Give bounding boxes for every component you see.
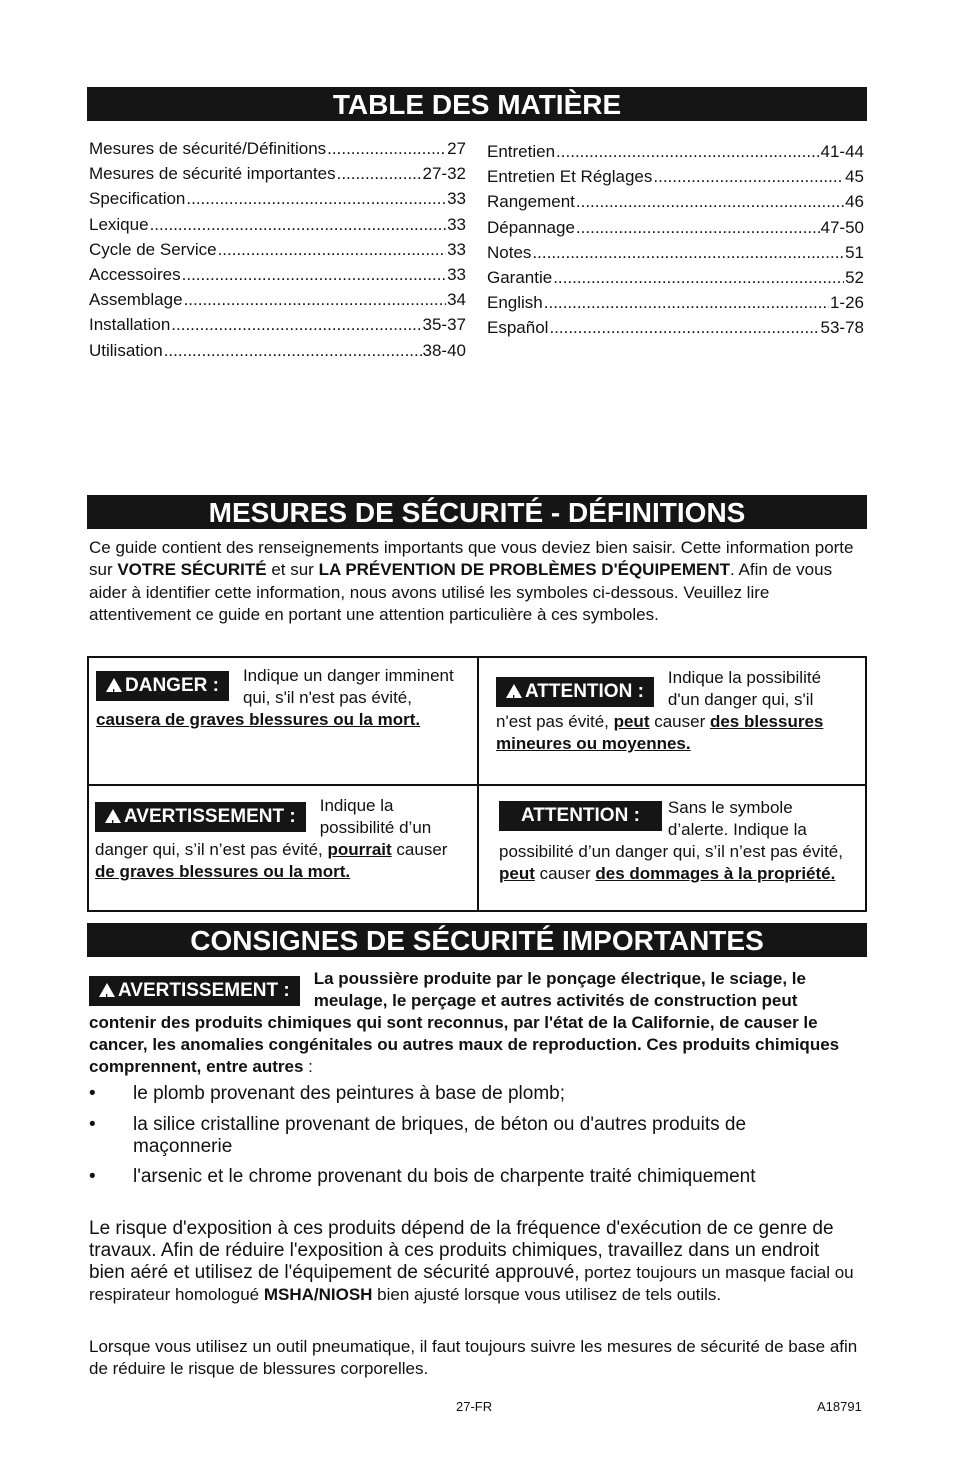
toc-leader-dots xyxy=(544,293,829,313)
toc-entry xyxy=(487,142,864,167)
toc-entry-page: 45 xyxy=(845,167,864,187)
bullet-icon: • xyxy=(89,1114,96,1135)
list-item: • l'arsenic et le chrome provenant du bois de charpente traité chimiquement xyxy=(89,1166,756,1187)
toc-entry-label: Garantie xyxy=(487,267,553,287)
toc-entry-page: 47-50 xyxy=(820,217,864,237)
avertissement-warning-label: !AVERTISSEMENT : xyxy=(89,976,300,1006)
prop65-warning: !AVERTISSEMENT : La poussière produite par le ponçage électrique, le sciage, le meulage, le perçage et autres activités de construction peut contenir des produits chimiques qui sont reconnus, par l'état de la Californie, de causer le cancer, les anomalies congénitales ou autres maux de reproduction. Ces produits chimiques comprennent, entre autres : xyxy=(89,968,864,1078)
toc-entry-page: 52 xyxy=(845,267,864,287)
consignes-title: CONSIGNES DE SÉCURITÉ IMPORTANTES xyxy=(87,923,867,957)
table-divider-horizontal xyxy=(89,784,865,786)
toc-entry-label: English xyxy=(487,293,543,313)
toc-entry-page: 35-37 xyxy=(422,315,466,335)
definitions-title: MESURES DE SÉCURITÉ - DÉFINITIONS xyxy=(87,495,867,529)
document-code: A18791 xyxy=(817,1399,862,1414)
pneumatic-paragraph: Lorsque vous utilisez un outil pneumatique, il faut toujours suivre les mesures de sécurité de base afin de réduire le risque de blessures corporelles. xyxy=(89,1337,858,1378)
alert-triangle-icon xyxy=(106,678,122,692)
toc-entry-page: 27 xyxy=(447,139,466,158)
toc-leader-dots xyxy=(553,268,844,288)
toc-entry-label: Cycle de Service xyxy=(89,239,217,259)
toc-entry xyxy=(487,293,864,318)
toc-entry-label: Lexique xyxy=(89,214,149,234)
avertissement-label: !AVERTISSEMENT : xyxy=(95,802,306,832)
toc-leader-dots xyxy=(337,164,422,184)
toc-right-column xyxy=(487,142,864,344)
toc-entry xyxy=(487,318,864,343)
toc-entry-label: Notes xyxy=(487,242,532,262)
toc-entry xyxy=(487,192,864,217)
alert-triangle-icon xyxy=(105,809,121,823)
toc-entry-label: Entretien xyxy=(487,142,556,161)
toc-left-column xyxy=(89,139,466,366)
toc-entry xyxy=(89,164,466,189)
list-item: • le plomb provenant des peintures à base de plomb; xyxy=(89,1083,565,1104)
bullet-icon: • xyxy=(89,1166,96,1187)
list-item: • la silice cristalline provenant de briques, de béton ou d'autres produits de maçonnerie xyxy=(89,1114,747,1157)
toc-leader-dots xyxy=(549,318,819,338)
toc-entry xyxy=(487,243,864,268)
toc-entry-page: 46 xyxy=(845,192,864,212)
toc-entry-page: 33 xyxy=(447,239,466,259)
toc-leader-dots xyxy=(653,167,844,187)
toc-entry xyxy=(89,189,466,214)
toc-entry xyxy=(487,167,864,192)
toc-entry-page: 33 xyxy=(447,189,466,209)
avertissement-cell: !AVERTISSEMENT : Indique la possibilité d’un danger qui, s’il n’est pas évité, pourrait causer de graves blessures ou la mort. xyxy=(95,795,460,883)
page-number: 27-FR xyxy=(456,1399,493,1414)
toc-entry xyxy=(89,315,466,340)
toc-leader-dots xyxy=(532,243,844,263)
danger-label: !DANGER : xyxy=(96,671,229,701)
danger-cell: !DANGER : Indique un danger imminent qui, s'il n'est pas évité, causera de graves blessures ou la mort. xyxy=(96,665,456,731)
toc-leader-dots xyxy=(150,215,447,235)
attention-plain-cell: ATTENTION : Sans le symbole d’alerte. Indique la possibilité d’un danger qui, s’il n’est pas évité, peut causer des dommages à la propriété. xyxy=(499,798,843,883)
attention-alert-cell: !ATTENTION : Indique la possibilité d'un danger qui, s'il n'est pas évité, peut causer des blessures mineures ou moyennes. xyxy=(496,667,848,755)
toc-leader-dots xyxy=(327,139,446,159)
toc-leader-dots xyxy=(576,218,820,238)
toc-entry-label: Mesures de sécurité/Définitions xyxy=(89,139,327,158)
toc-entry-label: Installation xyxy=(89,315,171,335)
toc-leader-dots xyxy=(218,240,447,260)
attention-plain-label: ATTENTION : xyxy=(499,801,662,831)
toc-leader-dots xyxy=(171,315,421,335)
toc-entry xyxy=(487,218,864,243)
toc-entry xyxy=(89,265,466,290)
toc-entry-page: 53-78 xyxy=(820,318,864,338)
toc-entry-page: 33 xyxy=(447,214,466,234)
toc-entry xyxy=(89,215,466,240)
toc-entry-label: Accessoires xyxy=(89,264,181,284)
toc-leader-dots xyxy=(182,265,446,285)
toc-entry xyxy=(487,268,864,293)
exposure-risk-paragraph: Le risque d'exposition à ces produits dépend de la fréquence d'exécution de ce genre de travaux. Afin de réduire l'exposition à ces produits chimiques, travaillez dans un endroit bien aéré et utilisez de l'équipement de sécurité approuvé, portez toujours un masque facial ou respirateur homologué MSHA/NIOSH bien ajusté lorsque vous utilisez de tels outils. xyxy=(89,1218,854,1304)
toc-entry-label: Utilisation xyxy=(89,340,163,360)
toc-entry xyxy=(89,240,466,265)
toc-leader-dots xyxy=(576,192,844,212)
definitions-intro: Ce guide contient des renseignements importants que vous deviez bien saisir. Cette information porte sur VOTRE SÉCURITÉ et sur LA PRÉVENTION DE PROBLÈMES D'ÉQUIPEMENT. Afin de vous aider à identifier cette information, nous avons utilisé les symboles ci-dessous. Veuillez lire attentivement ce guide en portant une attention particulière à ces symboles. xyxy=(89,538,854,624)
toc-entry-label: Entretien Et Réglages xyxy=(487,167,653,187)
toc-entry xyxy=(89,290,466,315)
alert-triangle-icon xyxy=(506,684,522,698)
toc-entry xyxy=(89,139,466,164)
toc-entry xyxy=(89,341,466,366)
bullet-icon: • xyxy=(89,1083,96,1104)
toc-entry-page: 1-26 xyxy=(829,293,864,313)
toc-leader-dots xyxy=(186,189,446,209)
toc-entry-page: 41-44 xyxy=(820,142,864,161)
toc-entry-page: 27-32 xyxy=(422,164,466,184)
alert-triangle-icon xyxy=(99,983,115,997)
toc-title: TABLE DES MATIÈRE xyxy=(87,87,867,121)
toc-entry-label: Mesures de sécurité importantes xyxy=(89,164,336,184)
toc-entry-label: Specification xyxy=(89,189,186,209)
attention-alert-label: !ATTENTION : xyxy=(496,677,654,707)
signal-words-table xyxy=(87,656,867,912)
toc-leader-dots xyxy=(556,142,819,162)
toc-entry-label: Rangement xyxy=(487,192,575,212)
toc-entry-label: Dépannage xyxy=(487,217,575,237)
toc-entry-page: 51 xyxy=(845,242,864,262)
toc-entry-label: Assemblage xyxy=(89,290,183,310)
toc-entry-label: Español xyxy=(487,318,549,338)
toc-leader-dots xyxy=(184,290,447,310)
toc-entry-page: 34 xyxy=(447,290,466,310)
toc-entry-page: 38-40 xyxy=(422,340,466,360)
toc-leader-dots xyxy=(164,341,422,361)
toc-entry-page: 33 xyxy=(447,264,466,284)
